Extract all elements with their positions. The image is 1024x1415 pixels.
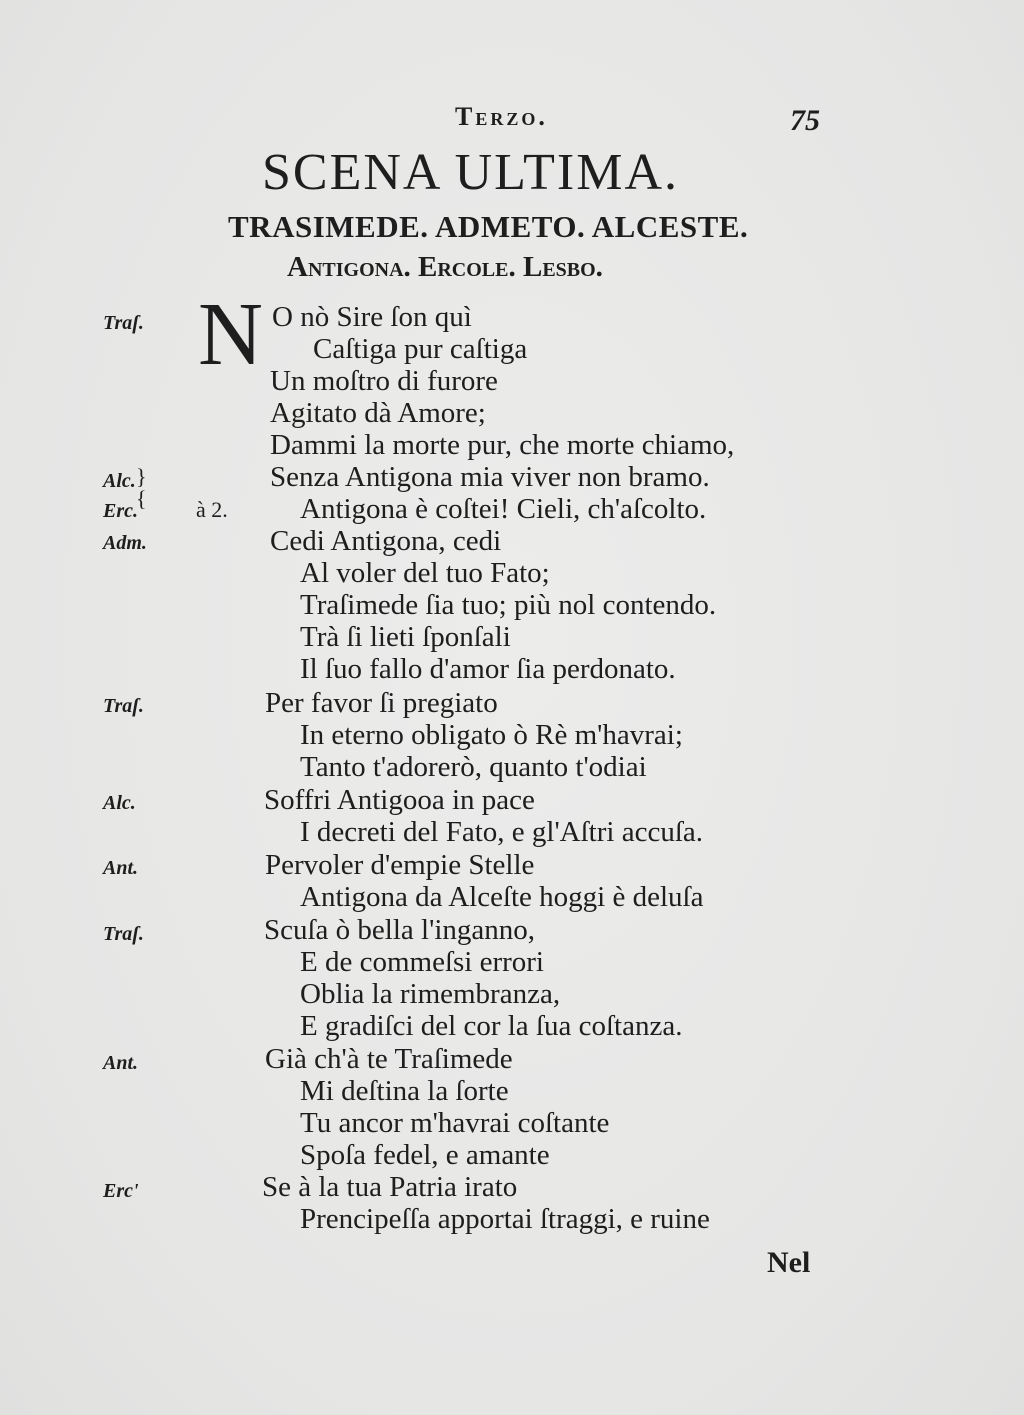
cast-list-primary: TRASIMEDE. ADMETO. ALCESTE. xyxy=(228,209,749,244)
brace-glyph xyxy=(136,466,147,510)
verse-line: Il ſuo fallo d'amor ſia perdonato. xyxy=(300,653,676,685)
verse-line: Se à la tua Patria irato xyxy=(262,1171,518,1203)
verse-line: Tu ancor m'havrai coſtante xyxy=(300,1107,610,1139)
verse-line: Dammi la morte pur, che morte chiamo, xyxy=(270,429,735,461)
speaker-label: Erc. xyxy=(103,500,138,522)
cast-list-secondary: Antigona. Ercole. Lesbo. xyxy=(287,251,603,283)
running-head: Terzo. xyxy=(455,102,548,131)
speaker-label: Erc' xyxy=(103,1180,139,1202)
verse-line: Per favor ſi pregiato xyxy=(265,687,498,719)
speaker-label: Ant. xyxy=(103,1052,139,1074)
verse-line: O nò Sire ſon quì xyxy=(272,301,472,333)
verse-line: Già ch'à te Traſimede xyxy=(265,1043,513,1075)
speaker-label: Alc. xyxy=(103,792,136,814)
verse-line: Caſtiga pur caſtiga xyxy=(313,333,528,365)
verse-line: Antigona da Alceſte hoggi è deluſa xyxy=(300,881,704,913)
brace-bottom: { xyxy=(136,486,147,511)
verse-line: Agitato dà Amore; xyxy=(270,397,486,429)
verse-line: Traſimede ſia tuo; più nol contendo. xyxy=(300,589,717,621)
verse-line: E gradiſci del cor la ſua coſtanza. xyxy=(300,1010,683,1042)
verse-line: Soffri Antigooa in pace xyxy=(264,784,535,816)
a-due-marker: à 2. xyxy=(196,497,228,522)
drop-cap: N xyxy=(198,285,263,384)
verse-line: Trà ſi lieti ſponſali xyxy=(300,621,511,653)
speaker-label: Traſ. xyxy=(103,695,144,717)
verse-line: Pervoler d'empie Stelle xyxy=(265,849,535,881)
verse-line: I decreti del Fato, e gl'Aſtri accuſa. xyxy=(300,816,703,848)
speaker-label: Adm. xyxy=(103,532,147,554)
speaker-label: Traſ. xyxy=(103,312,144,334)
verse-line: Spoſa fedel, e amante xyxy=(300,1139,550,1171)
speaker-label: Traſ. xyxy=(103,923,144,945)
page-number: 75 xyxy=(790,104,820,137)
verse-line: Un moſtro di furore xyxy=(270,365,498,397)
verse-line: Al voler del tuo Fato; xyxy=(300,557,550,589)
catchword: Nel xyxy=(767,1246,811,1279)
scene-title: SCENA ULTIMA. xyxy=(262,144,680,201)
verse-line: In eterno obligato ò Rè m'havrai; xyxy=(300,719,683,751)
verse-line: Oblia la rimembranza, xyxy=(300,978,561,1010)
verse-line: Mi deſtina la ſorte xyxy=(300,1075,509,1107)
speaker-label: Ant. xyxy=(103,857,139,879)
verse-line: Tanto t'adorerò, quanto t'odiai xyxy=(300,751,647,783)
verse-line: Antigona è coſtei! Cieli, ch'aſcolto. xyxy=(300,493,707,525)
brace-top: } xyxy=(136,464,147,489)
speaker-label: Alc. xyxy=(103,470,136,492)
verse-line: Scuſa ò bella l'inganno, xyxy=(264,914,535,946)
verse-line: Prencipeſſa apportai ſtraggi, e ruine xyxy=(300,1203,710,1235)
verse-line: Cedi Antigona, cedi xyxy=(270,525,502,557)
verse-line: E de commeſsi errori xyxy=(300,946,544,978)
verse-line: Senza Antigona mia viver non bramo. xyxy=(270,461,710,493)
